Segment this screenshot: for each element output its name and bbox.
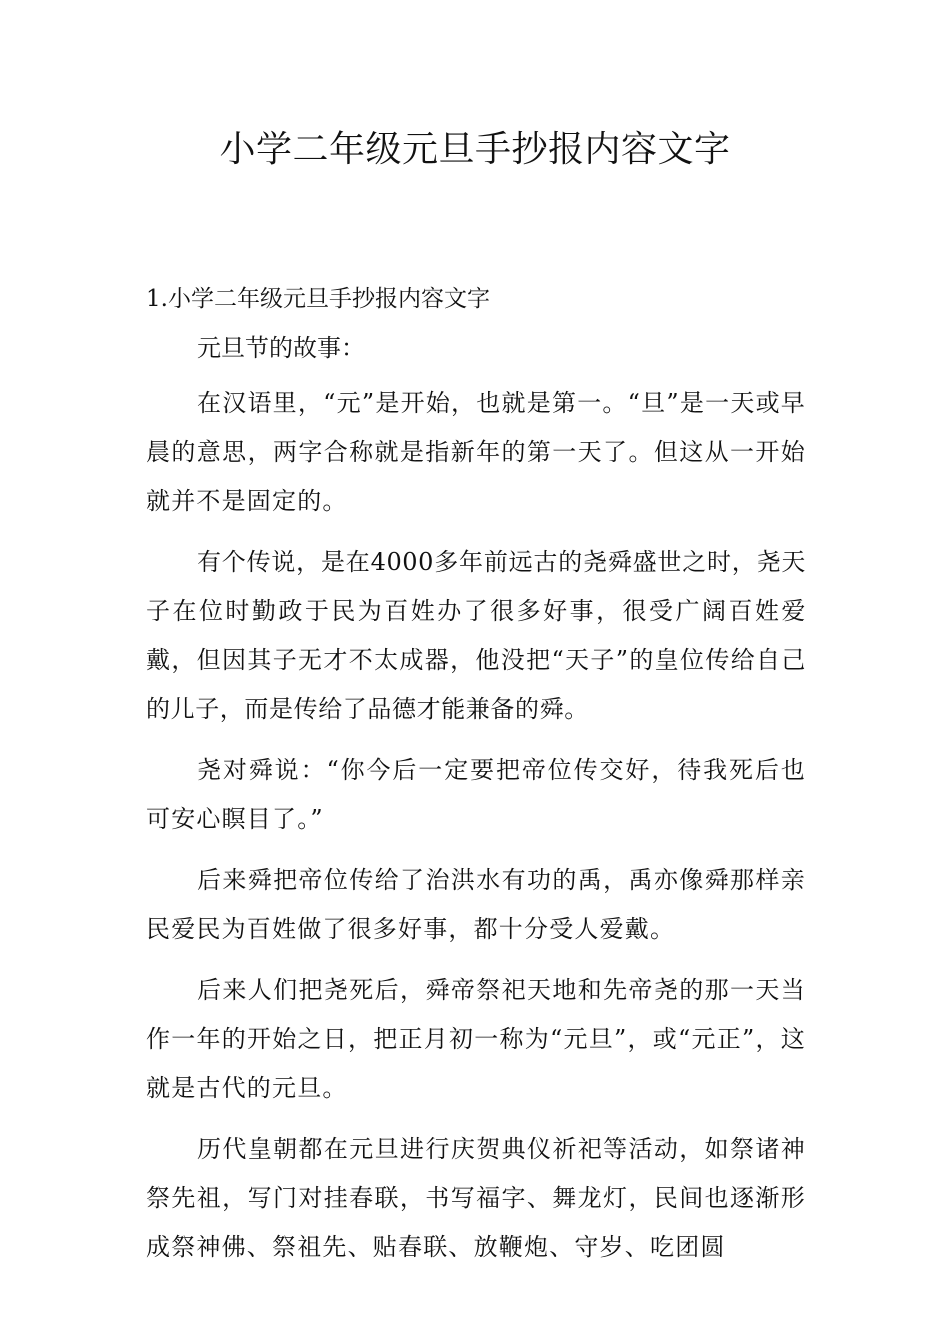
paragraph-origin: 后来人们把尧死后，舜帝祭祀天地和先帝尧的那一天当作一年的开始之日，把正月初一称为“元旦”，或“元正”，这就是古代的元旦。 [146, 976, 806, 1102]
paragraph-yao-words: 尧对舜说：“你今后一定要把帝位传交好，待我死后也可安心瞑目了。” [146, 756, 806, 833]
paragraph-customs: 历代皇朝都在元旦进行庆贺典仪祈祀等活动，如祭诸神祭先祖，写门对挂春联，书写福字、舞龙灯，民间也逐渐形成祭神佛、祭祖先、贴春联、放鞭炮、守岁、吃团圆 [146, 1135, 806, 1261]
section-heading: 1.小学二年级元旦手抄报内容文字 [146, 286, 490, 312]
document-body [146, 281, 806, 1272]
document-title: 小学二年级元旦手抄报内容文字 [219, 129, 731, 170]
paragraph-meaning: 在汉语里，“元”是开始，也就是第一。“旦”是一天或早晨的意思，两字合称就是指新年的第一天了。但这从一开始就并不是固定的。 [146, 389, 806, 515]
story-heading: 元旦节的故事： [197, 334, 365, 362]
paragraph-legend: 有个传说，是在4000多年前远古的尧舜盛世之时，尧天子在位时勤政于民为百姓办了很多好事，很受广阔百姓爱戴，但因其子无才不太成器，他没把“天子”的皇位传给自己的儿子，而是传给了品德才能兼备的舜。 [146, 548, 806, 723]
paragraph-yu: 后来舜把帝位传给了治洪水有功的禹，禹亦像舜那样亲民爱民为百姓做了很多好事，都十分受人爱戴。 [146, 866, 806, 943]
